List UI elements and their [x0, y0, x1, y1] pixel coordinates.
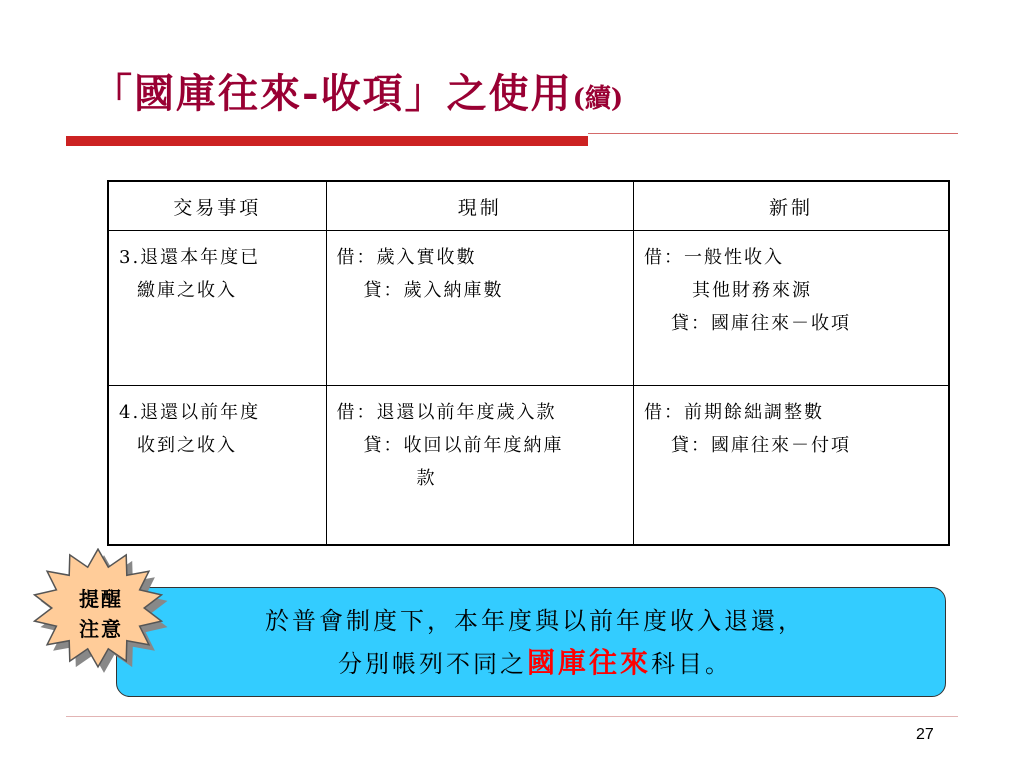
- cell-line: 3.退還本年度已: [119, 247, 261, 268]
- cell-line: 其他財務來源: [691, 280, 812, 301]
- slide-title-suffix: (續): [572, 84, 624, 114]
- header-current-system: 現制: [326, 181, 633, 231]
- cell-line: 借：退還以前年度歲入款: [336, 402, 557, 423]
- reminder-highlight: 國庫往來: [526, 646, 651, 679]
- slide-title-main: 「國庫往來-收項」之使用: [92, 70, 573, 117]
- cell-current-system: [326, 386, 633, 546]
- reminder-badge-label: [66, 584, 136, 644]
- cell-line: 借：歲入實收數: [336, 247, 477, 268]
- cell-transaction: [108, 386, 326, 546]
- header-new-system: 新制: [633, 181, 949, 231]
- cell-line: 貸：國庫往來－收項: [670, 313, 851, 334]
- badge-line-1: 提醒: [79, 587, 123, 611]
- journal-entry-table: [107, 180, 950, 546]
- reminder-line-2-end: 科目。: [651, 650, 732, 678]
- cell-line: 款: [416, 468, 437, 489]
- cell-line: 貸：收回以前年度納庫: [363, 435, 564, 456]
- title-underline-thick: [66, 136, 588, 146]
- cell-line: 4.退還以前年度: [119, 402, 261, 423]
- table-header-row: [108, 181, 949, 231]
- cell-new-system: [633, 231, 949, 386]
- footer-divider: [66, 716, 958, 717]
- page-number: 27: [916, 726, 934, 743]
- table-row: [108, 386, 949, 546]
- cell-line: 借：一般性收入: [643, 247, 784, 268]
- cell-line: 收到之收入: [137, 435, 237, 456]
- cell-line: 借：前期餘絀調整數: [643, 402, 824, 423]
- cell-current-system: [326, 231, 633, 386]
- slide-title: [92, 62, 623, 119]
- reminder-line-2-start: 分別帳列不同之: [337, 650, 527, 678]
- cell-line: 貸：國庫往來－付項: [670, 435, 851, 456]
- table-row: [108, 231, 949, 386]
- cell-line: 貸：歲入納庫數: [363, 280, 504, 301]
- cell-line: 繳庫之收入: [137, 280, 237, 301]
- cell-transaction: [108, 231, 326, 386]
- title-underline-thin: [588, 133, 958, 134]
- header-transaction: 交易事項: [108, 181, 326, 231]
- cell-new-system: [633, 386, 949, 546]
- reminder-text: [140, 600, 930, 685]
- badge-line-2: 注意: [79, 617, 123, 641]
- reminder-line-1: 於普會制度下，本年度與以前年度收入退還，: [265, 607, 805, 635]
- reminder-line-2: [140, 642, 930, 685]
